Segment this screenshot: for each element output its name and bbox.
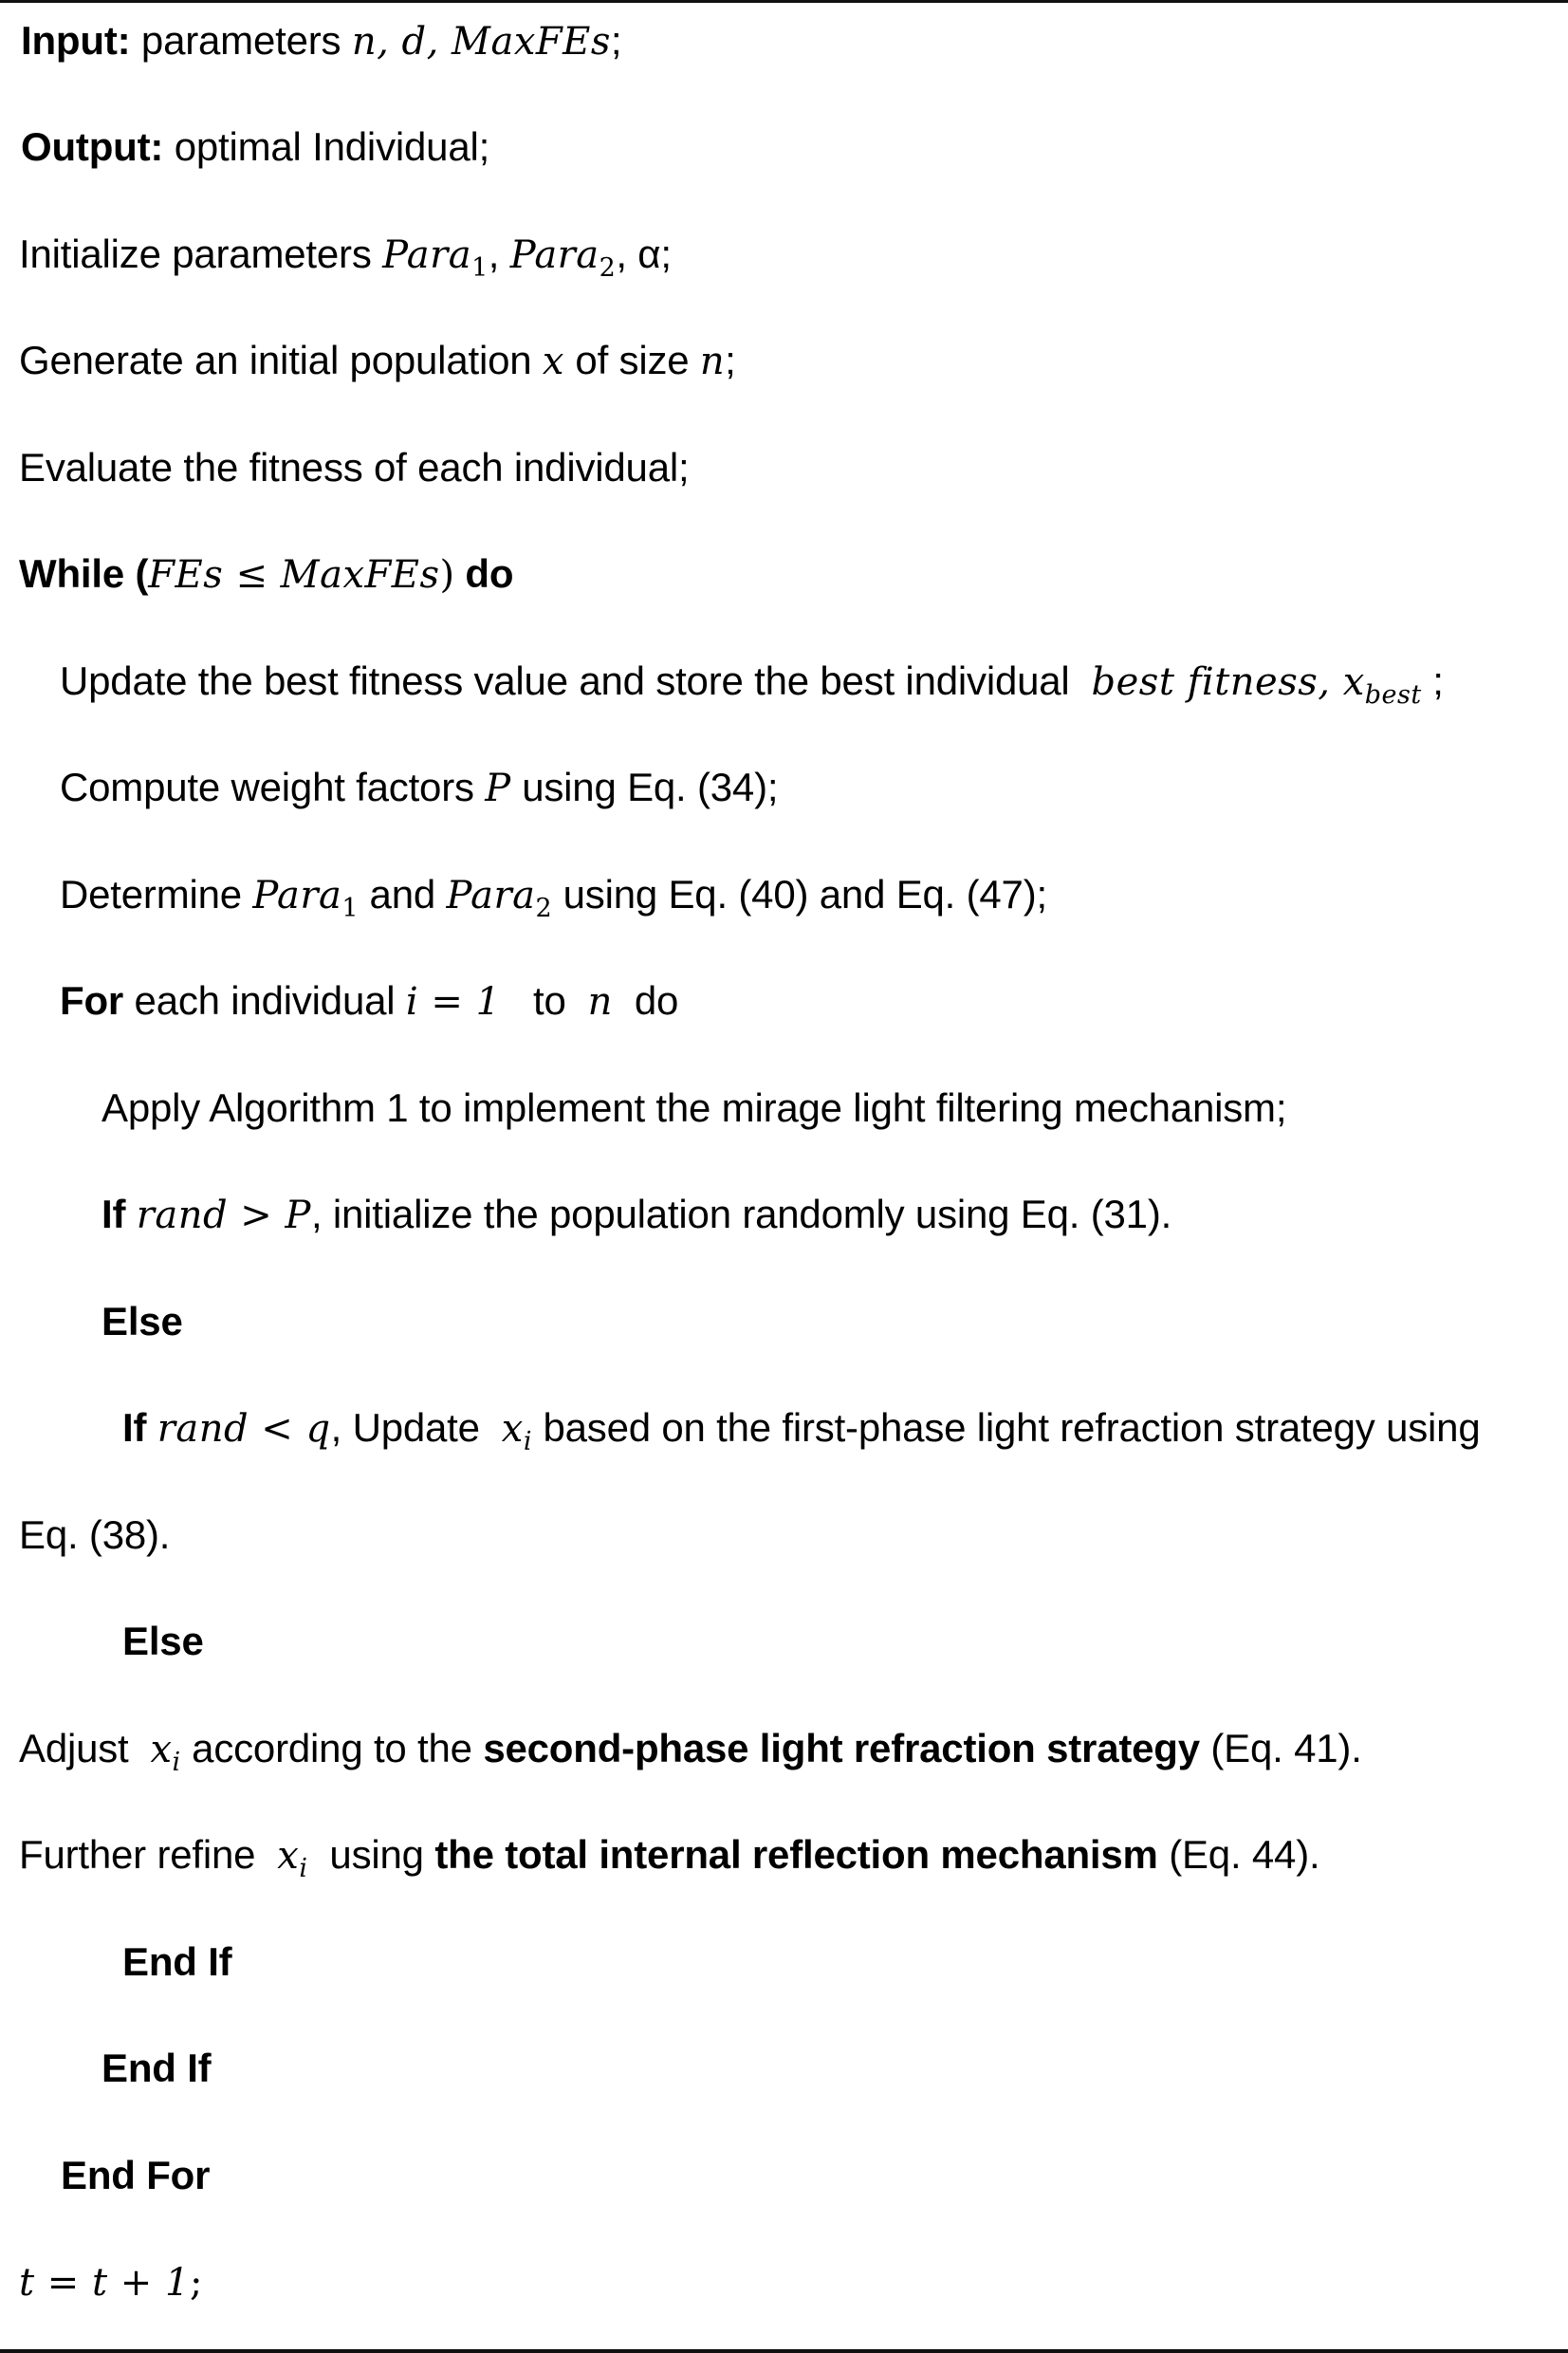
if-q-text2: based on the first-phase light refraction strategy using: [543, 1405, 1481, 1450]
para2-math: [509, 233, 617, 283]
if-rand-p-line: [101, 1191, 1171, 1238]
compute-P: P: [485, 767, 511, 810]
if-q-continuation-line: [19, 1511, 170, 1559]
gen-text1: Generate an initial population: [19, 338, 532, 382]
output-text: optimal Individual;: [174, 124, 490, 169]
while-line: [19, 550, 513, 598]
best-fitness-symbol: best fitness, x: [1091, 660, 1365, 704]
end-if-outer-line: [101, 2045, 211, 2092]
if-p-condition: rand > P: [136, 1194, 311, 1237]
increment-math: t = t + 1: [19, 2261, 190, 2305]
para1-math: [382, 233, 489, 283]
para2-symbol: Para: [509, 233, 600, 277]
refine-bold: the total internal reflection mechanism: [434, 1832, 1158, 1877]
if-keyword: If: [101, 1192, 126, 1236]
end-if-outer-keyword: End If: [101, 2046, 212, 2090]
evaluate-line: [19, 444, 689, 491]
eq38-text: Eq. (38).: [19, 1512, 171, 1557]
while-condition: FEs ≤ MaxFEs: [148, 553, 440, 597]
if-rand-q-line: [122, 1404, 1481, 1456]
for-to: to: [533, 978, 566, 1023]
for-text: each individual: [134, 978, 396, 1023]
input-math: n, d, MaxFEs: [351, 20, 611, 64]
while-do: do: [465, 551, 514, 596]
output-label: Output:: [21, 124, 164, 169]
generate-population-line: [19, 337, 736, 384]
adjust-xi: [150, 1728, 181, 1777]
det-para1-symbol: Para: [252, 874, 342, 917]
para1-symbol: Para: [382, 233, 472, 277]
determine-line: [60, 871, 1047, 923]
adjust-text2: according to the: [192, 1726, 472, 1770]
else-inner-line: [122, 1618, 204, 1665]
gen-n: n: [699, 340, 726, 383]
update-text: Update the best fitness value and store the best individual: [60, 658, 1070, 703]
xi-subscript: i: [523, 1427, 532, 1456]
if-q-keyword: If: [122, 1405, 147, 1450]
refine-x-subscript: i: [299, 1854, 308, 1883]
if-q-condition: rand < q: [157, 1407, 331, 1451]
update-end: ;: [1432, 658, 1444, 703]
determine-para1: [252, 874, 360, 923]
det-para1-subscript: 1: [341, 894, 360, 923]
end-if-inner-keyword: End If: [122, 1939, 232, 1984]
if-p-text: , initialize the population randomly using Eq. (31).: [310, 1192, 1172, 1236]
for-line: [60, 977, 678, 1025]
if-q-xi: [501, 1407, 532, 1456]
adjust-bold: second-phase light refraction strategy: [483, 1726, 1200, 1770]
output-line: [21, 123, 489, 171]
for-do: do: [634, 978, 679, 1023]
end-for-line: [61, 2152, 210, 2199]
refine-line: [19, 1831, 1320, 1883]
compute-text2: using Eq. (34);: [522, 765, 779, 809]
refine-text3: (Eq. 44).: [1169, 1832, 1320, 1877]
input-end: ;: [610, 18, 622, 63]
refine-text1: Further refine: [19, 1832, 256, 1877]
para1-subscript: 1: [471, 253, 489, 283]
adjust-text3: (Eq. 41).: [1210, 1726, 1362, 1770]
determine-text2: using Eq. (40) and Eq. (47);: [563, 872, 1047, 917]
input-label: Input:: [21, 18, 131, 63]
else-inner-keyword: Else: [122, 1619, 204, 1663]
bottom-rule: [0, 2349, 1568, 2353]
compute-text1: Compute weight factors: [60, 765, 474, 809]
for-math: i = 1: [405, 980, 501, 1024]
determine-text1: Determine: [60, 872, 242, 917]
apply-text: Apply Algorithm 1 to implement the mirage light filtering mechanism;: [101, 1085, 1287, 1130]
init-sep: ,: [488, 232, 500, 276]
while-keyword: While (: [19, 551, 149, 596]
gen-x: x: [542, 340, 564, 383]
while-close: ): [439, 553, 454, 597]
else-keyword: Else: [101, 1299, 183, 1343]
evaluate-text: Evaluate the fitness of each individual;: [19, 445, 690, 490]
gen-text2: of size: [575, 338, 690, 382]
para2-subscript: 2: [599, 253, 617, 283]
init-text: Initialize parameters: [19, 232, 372, 276]
for-keyword: For: [60, 978, 124, 1023]
determine-para2: [446, 874, 553, 923]
adjust-x-subscript: i: [172, 1748, 181, 1777]
determine-and: and: [369, 872, 436, 917]
for-n: n: [587, 980, 613, 1024]
if-q-text1: , Update: [330, 1405, 480, 1450]
det-para2-symbol: Para: [446, 874, 536, 917]
refine-xi: [277, 1834, 308, 1883]
top-rule: [0, 0, 1568, 3]
apply-line: [101, 1084, 1286, 1132]
compute-weight-line: [60, 764, 778, 811]
refine-x-symbol: x: [277, 1834, 300, 1878]
adjust-line: [19, 1725, 1362, 1777]
input-line: [21, 17, 621, 65]
end-for-keyword: End For: [61, 2153, 211, 2197]
update-math: [1091, 660, 1422, 710]
refine-text2: using: [329, 1832, 424, 1877]
increment-line: [19, 2258, 202, 2306]
det-para2-subscript: 2: [535, 894, 553, 923]
xi-symbol: x: [501, 1407, 524, 1451]
init-alpha: , α;: [616, 232, 672, 276]
end-if-inner-line: [122, 1938, 231, 1986]
adjust-x-symbol: x: [150, 1728, 173, 1771]
else-outer-line: [101, 1298, 183, 1345]
gen-end: ;: [725, 338, 736, 382]
best-subscript: best: [1364, 680, 1422, 710]
increment-end: ;: [190, 2261, 203, 2305]
input-text: parameters: [140, 18, 341, 63]
adjust-text1: Adjust: [19, 1726, 129, 1770]
update-best-line: [60, 658, 1444, 710]
init-params-line: [19, 231, 672, 283]
